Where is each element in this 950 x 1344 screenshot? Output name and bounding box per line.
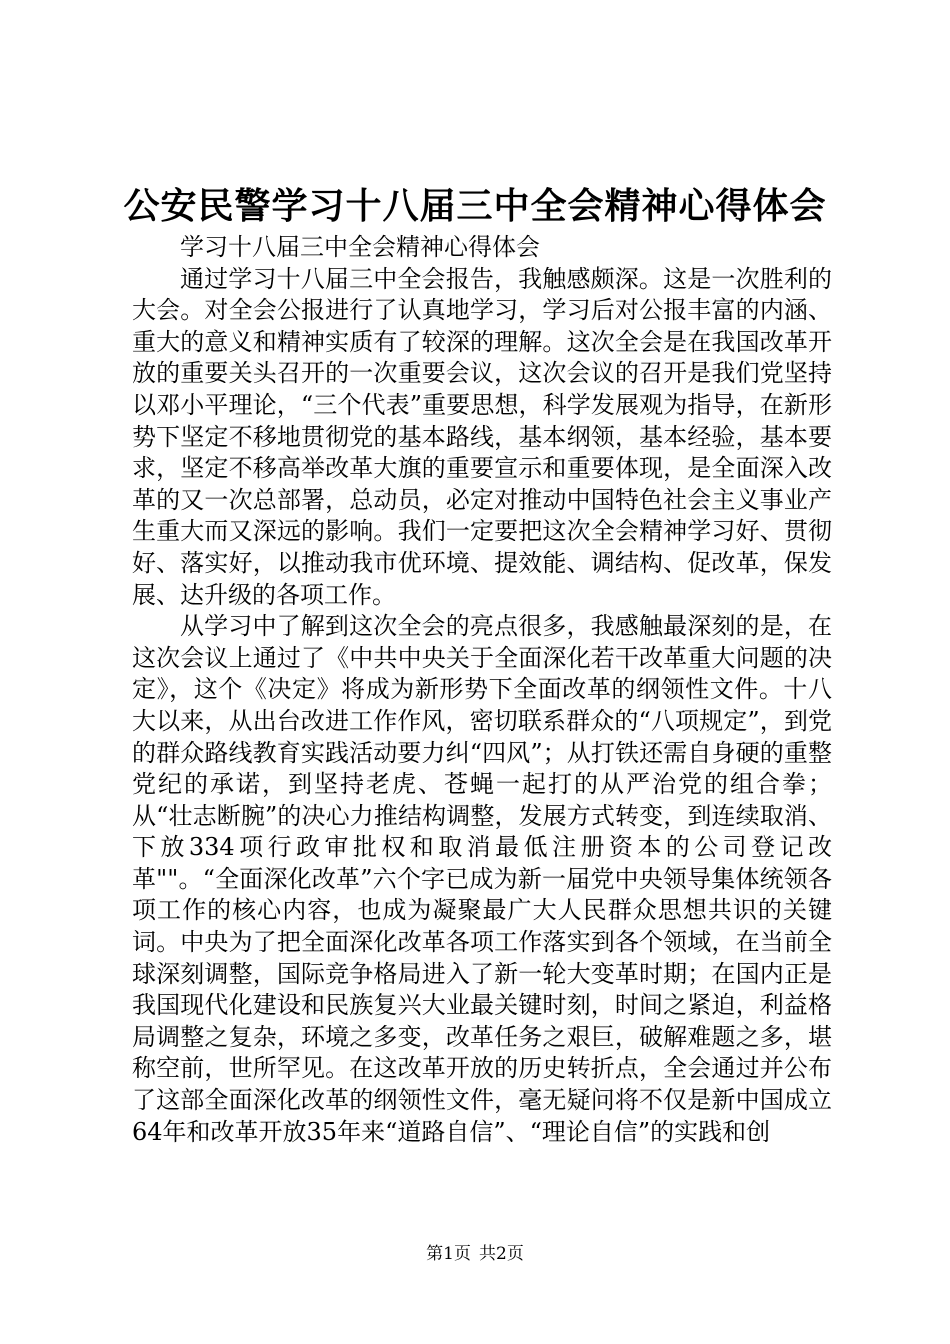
page-number: 第1页 bbox=[426, 1244, 471, 1264]
body-paragraph-2: 从学习中了解到这次全会的亮点很多，我感触最深刻的是，在这次会议上通过了《中共中央关于全面深化若干改革重大问题的决定》，这个《决定》将成为新形势下全面改革的纲领性文件。十八大以来，从出台改进工作作风，密切联系群众的“八项规定”，到党的群众路线教育实践活动要力纠“四风”；从打铁还需自身硬的重整党纪的承诺，到坚持老虎、苍蝇一起打的从严治党的组合拳；从“壮志断腕”的决心力推结构调整，发展方式转变，到连续取消、下放334项行政审批权和取消最低注册资本的公司登记改革""。“全面深化改革”六个字已成为新一届党中央领导集体统领各项工作的核心内容，也成为凝聚最广大人民群众思想共识的关键词。中央为了把全面深化改革各项工作落实到各个领域，在当前全球深刻调整，国际竞争格局进入了新一轮大变革时期；在国内正是我国现代化建设和民族复兴大业最关键时刻，时间之紧迫，利益格局调整之复杂，环境之多变，改革任务之艰巨，破解难题之多，堪称空前，世所罕见。在这改革开放的历史转折点，全会通过并公布了这部全面深化改革的纲领性文件，毫无疑问将不仅是新中国成立64年和改革开放35年来“道路自信”、“理论自信”的实践和创 bbox=[132, 612, 832, 1146]
document-title: 公安民警学习十八届三中全会精神心得体会 bbox=[123, 185, 827, 227]
body-paragraph-1: 通过学习十八届三中全会报告，我触感颇深。这是一次胜利的大会。对全会公报进行了认真地学习，学习后对公报丰富的内涵、重大的意义和精神实质有了较深的理解。这次全会是在我国改革开放的重要关头召开的一次重要会议，这次会议的召开是我们党坚持以邓小平理论，“三个代表”重要思想，科学发展观为指导，在新形势下坚定不移地贯彻党的基本路线，基本纲领，基本经验，基本要求，坚定不移高举改革大旗的重要宣示和重要体现，是全面深入改革的又一次总部署，总动员，必定对推动中国特色社会主义事业产生重大而又深远的影响。我们一定要把这次全会精神学习好、贯彻好、落实好，以推动我市优环境、提效能、调结构、促改革，保发展、达升级的各项工作。 bbox=[132, 264, 832, 609]
page-total: 共2页 bbox=[479, 1244, 524, 1264]
document-subtitle: 学习十八届三中全会精神心得体会 bbox=[180, 233, 540, 261]
page-footer bbox=[0, 1242, 950, 1266]
document-body bbox=[132, 232, 832, 1148]
